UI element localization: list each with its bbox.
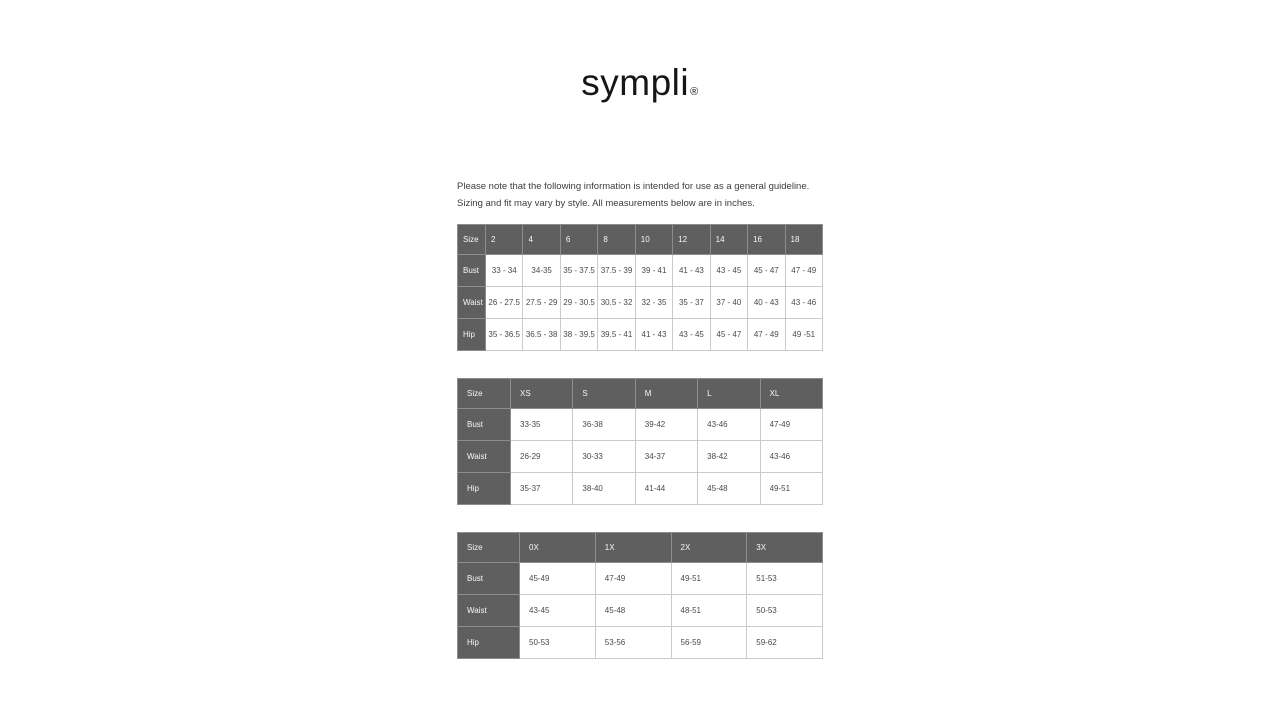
- measurement-cell: 45-48: [595, 595, 671, 627]
- measurement-cell: 40 - 43: [748, 287, 785, 319]
- measurement-cell: 45-48: [698, 473, 760, 505]
- measurement-cell: 56-59: [671, 627, 747, 659]
- row-label: Waist: [458, 287, 486, 319]
- header-row: [458, 379, 823, 409]
- measurement-cell: 30-33: [573, 441, 635, 473]
- measurement-cell: 43-46: [698, 409, 760, 441]
- column-header: XL: [760, 379, 822, 409]
- measurement-cell: 43 - 45: [710, 255, 747, 287]
- table-row: [458, 595, 823, 627]
- measurement-cell: 35 - 36.5: [486, 319, 523, 351]
- corner-size-label: Size: [458, 533, 520, 563]
- table-row: [458, 409, 823, 441]
- measurement-cell: 36.5 - 38: [523, 319, 560, 351]
- column-header: 14: [710, 225, 747, 255]
- guideline-note-line2: Sizing and fit may vary by style. All measurements below are in inches.: [457, 198, 755, 209]
- column-header: L: [698, 379, 760, 409]
- measurement-cell: 34-35: [523, 255, 560, 287]
- column-header: M: [635, 379, 697, 409]
- measurement-cell: 50-53: [747, 595, 823, 627]
- measurement-cell: 43-45: [520, 595, 596, 627]
- measurement-cell: 45 - 47: [748, 255, 785, 287]
- column-header: S: [573, 379, 635, 409]
- measurement-cell: 29 - 30.5: [560, 287, 597, 319]
- header-row: [458, 225, 823, 255]
- column-header: 10: [635, 225, 672, 255]
- column-header: 2X: [671, 533, 747, 563]
- measurement-cell: 37.5 - 39: [598, 255, 635, 287]
- table-row: [458, 473, 823, 505]
- measurement-cell: 53-56: [595, 627, 671, 659]
- column-header: 18: [785, 225, 823, 255]
- measurement-cell: 41-44: [635, 473, 697, 505]
- measurement-cell: 39 - 41: [635, 255, 672, 287]
- corner-size-label: Size: [458, 225, 486, 255]
- measurement-cell: 59-62: [747, 627, 823, 659]
- row-label: Hip: [458, 627, 520, 659]
- table-row: [458, 287, 823, 319]
- column-header: 3X: [747, 533, 823, 563]
- row-label: Bust: [458, 255, 486, 287]
- row-label: Waist: [458, 441, 511, 473]
- corner-size-label: Size: [458, 379, 511, 409]
- measurement-cell: 30.5 - 32: [598, 287, 635, 319]
- row-label: Hip: [458, 319, 486, 351]
- table-row: [458, 563, 823, 595]
- row-label: Waist: [458, 595, 520, 627]
- row-label: Bust: [458, 409, 511, 441]
- logo-text: sympli: [581, 62, 690, 103]
- measurement-cell: 26-29: [511, 441, 573, 473]
- size-guide-page: [457, 0, 823, 659]
- measurement-cell: 45 - 47: [710, 319, 747, 351]
- table-row: [458, 441, 823, 473]
- column-header: 8: [598, 225, 635, 255]
- measurement-cell: 32 - 35: [635, 287, 672, 319]
- measurement-cell: 35 - 37.5: [560, 255, 597, 287]
- table-row: [458, 627, 823, 659]
- sympli-logo: [581, 62, 698, 104]
- column-header: 0X: [520, 533, 596, 563]
- measurement-cell: 50-53: [520, 627, 596, 659]
- row-label: Hip: [458, 473, 511, 505]
- measurement-cell: 39-42: [635, 409, 697, 441]
- measurement-cell: 48-51: [671, 595, 747, 627]
- guideline-note: [457, 178, 823, 212]
- measurement-cell: 47 - 49: [748, 319, 785, 351]
- column-header: 16: [748, 225, 785, 255]
- guideline-note-line1: Please note that the following information is intended for use as a general guideline.: [457, 181, 810, 192]
- measurement-cell: 49 -51: [785, 319, 823, 351]
- size-chart-letter: [457, 378, 823, 505]
- measurement-cell: 47 - 49: [785, 255, 823, 287]
- measurement-cell: 37 - 40: [710, 287, 747, 319]
- table-row: [458, 319, 823, 351]
- measurement-cell: 51-53: [747, 563, 823, 595]
- measurement-cell: 38 - 39.5: [560, 319, 597, 351]
- registered-trademark-icon: ®: [690, 86, 699, 98]
- column-header: 12: [673, 225, 710, 255]
- measurement-cell: 43-46: [760, 441, 822, 473]
- measurement-cell: 45-49: [520, 563, 596, 595]
- measurement-cell: 47-49: [595, 563, 671, 595]
- table-row: [458, 255, 823, 287]
- measurement-cell: 26 - 27.5: [486, 287, 523, 319]
- measurement-cell: 38-42: [698, 441, 760, 473]
- size-chart-plus: [457, 532, 823, 659]
- measurement-cell: 43 - 46: [785, 287, 823, 319]
- column-header: 6: [560, 225, 597, 255]
- measurement-cell: 41 - 43: [673, 255, 710, 287]
- column-header: XS: [511, 379, 573, 409]
- column-header: 2: [486, 225, 523, 255]
- measurement-cell: 39.5 - 41: [598, 319, 635, 351]
- measurement-cell: 33 - 34: [486, 255, 523, 287]
- column-header: 4: [523, 225, 560, 255]
- measurement-cell: 49-51: [760, 473, 822, 505]
- measurement-cell: 34-37: [635, 441, 697, 473]
- measurement-cell: 41 - 43: [635, 319, 672, 351]
- header-row: [458, 533, 823, 563]
- measurement-cell: 38-40: [573, 473, 635, 505]
- measurement-cell: 43 - 45: [673, 319, 710, 351]
- measurement-cell: 35 - 37: [673, 287, 710, 319]
- measurement-cell: 47-49: [760, 409, 822, 441]
- measurement-cell: 27.5 - 29: [523, 287, 560, 319]
- measurement-cell: 33-35: [511, 409, 573, 441]
- logo-container: [457, 0, 823, 116]
- size-chart-numeric: [457, 224, 823, 351]
- row-label: Bust: [458, 563, 520, 595]
- measurement-cell: 35-37: [511, 473, 573, 505]
- column-header: 1X: [595, 533, 671, 563]
- measurement-cell: 49-51: [671, 563, 747, 595]
- measurement-cell: 36-38: [573, 409, 635, 441]
